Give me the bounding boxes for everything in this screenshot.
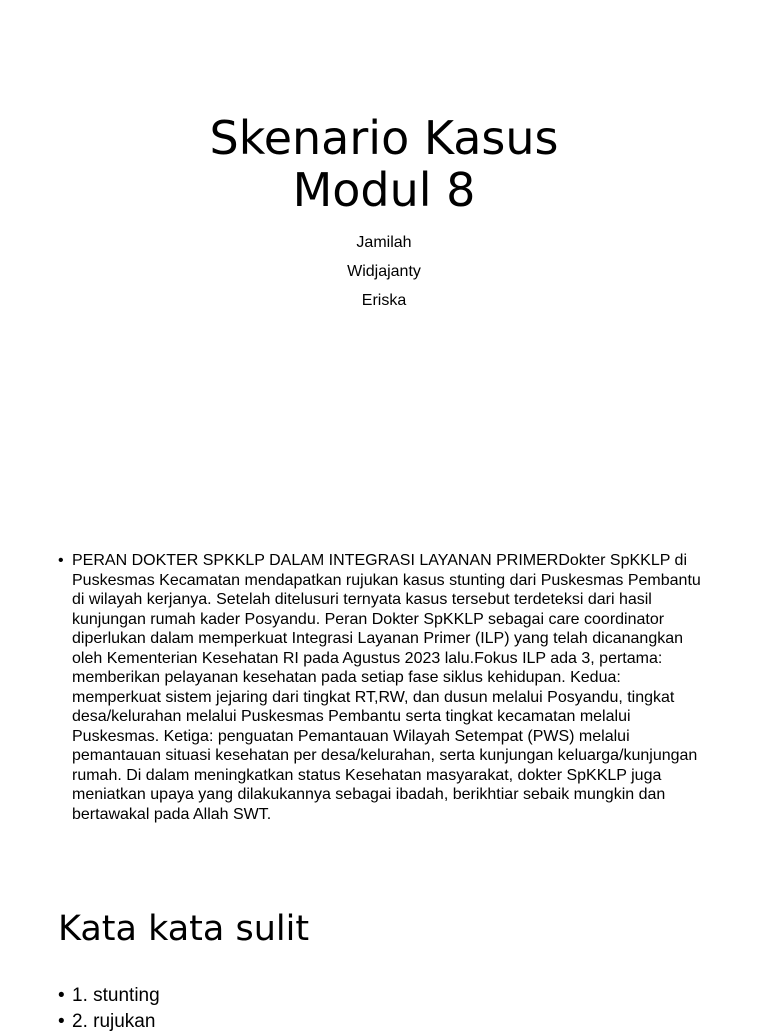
list-item: [58, 983, 160, 1009]
author-name: Eriska: [361, 292, 407, 309]
title-line-2: Modul 8: [292, 163, 476, 217]
scenario-text: PERAN DOKTER SPKKLP DALAM INTEGRASI LAYANAN PRIMERDokter SpKKLP di Puskesmas Kecamatan mendapatkan rujukan kasus stunting dari Puskesmas Pembantu di wilayah kerjanya. Setelah ditelusuri ternyata kasus tersebut terdeteksi dari hasil kunjungan rumah kader Posyandu. Peran Dokter SpKKLP sebagai care coordinator diperlukan dalam memperkuat Integrasi Layanan Primer (ILP) yang telah dicanangkan oleh Kementerian Kesehatan RI pada Agustus 2023 lalu.Fokus ILP ada 3, pertama: memberikan pelayanan kesehatan pada setiap fase siklus kehidupan. Kedua: memperkuat sistem jejaring dari tingkat RT,RW, dan dusun melalui Posyandu, tingkat desa/kelurahan melalui Puskesmas Pembantu serta tingkat kecamatan melalui Puskesmas. Ketiga: penguatan Pemantauan Wilayah Setempat (PWS) melalui pemantauan situasi kesehatan per desa/kelurahan, serta kunjungan keluarga/kunjungan rumah. Di dalam meningkatkan status Kesehatan masyarakat, dokter SpKKLP juga meniatkan upaya yang dilakukannya sebagai ibadah, berikhtiar sebaik mungkin dan bertawakal pada Allah SWT.: [72, 552, 701, 823]
scenario-list: [58, 551, 708, 824]
slide-title: [0, 112, 768, 216]
bullet-icon: •: [58, 552, 64, 569]
bullet-icon: •: [58, 1011, 65, 1032]
section-title: Kata kata sulit: [58, 909, 310, 949]
author-name: Jamilah: [356, 234, 412, 251]
word-text: 2. rujukan: [72, 1011, 156, 1032]
bullet-icon: •: [58, 985, 65, 1006]
list-item: [58, 1009, 160, 1035]
title-line-1: Skenario Kasus: [209, 111, 559, 165]
author-name: Widjajanty: [347, 263, 421, 280]
difficult-words-list: [58, 983, 160, 1035]
scenario-paragraph: [58, 551, 708, 824]
author-list: [0, 228, 768, 315]
word-text: 1. stunting: [72, 985, 160, 1006]
